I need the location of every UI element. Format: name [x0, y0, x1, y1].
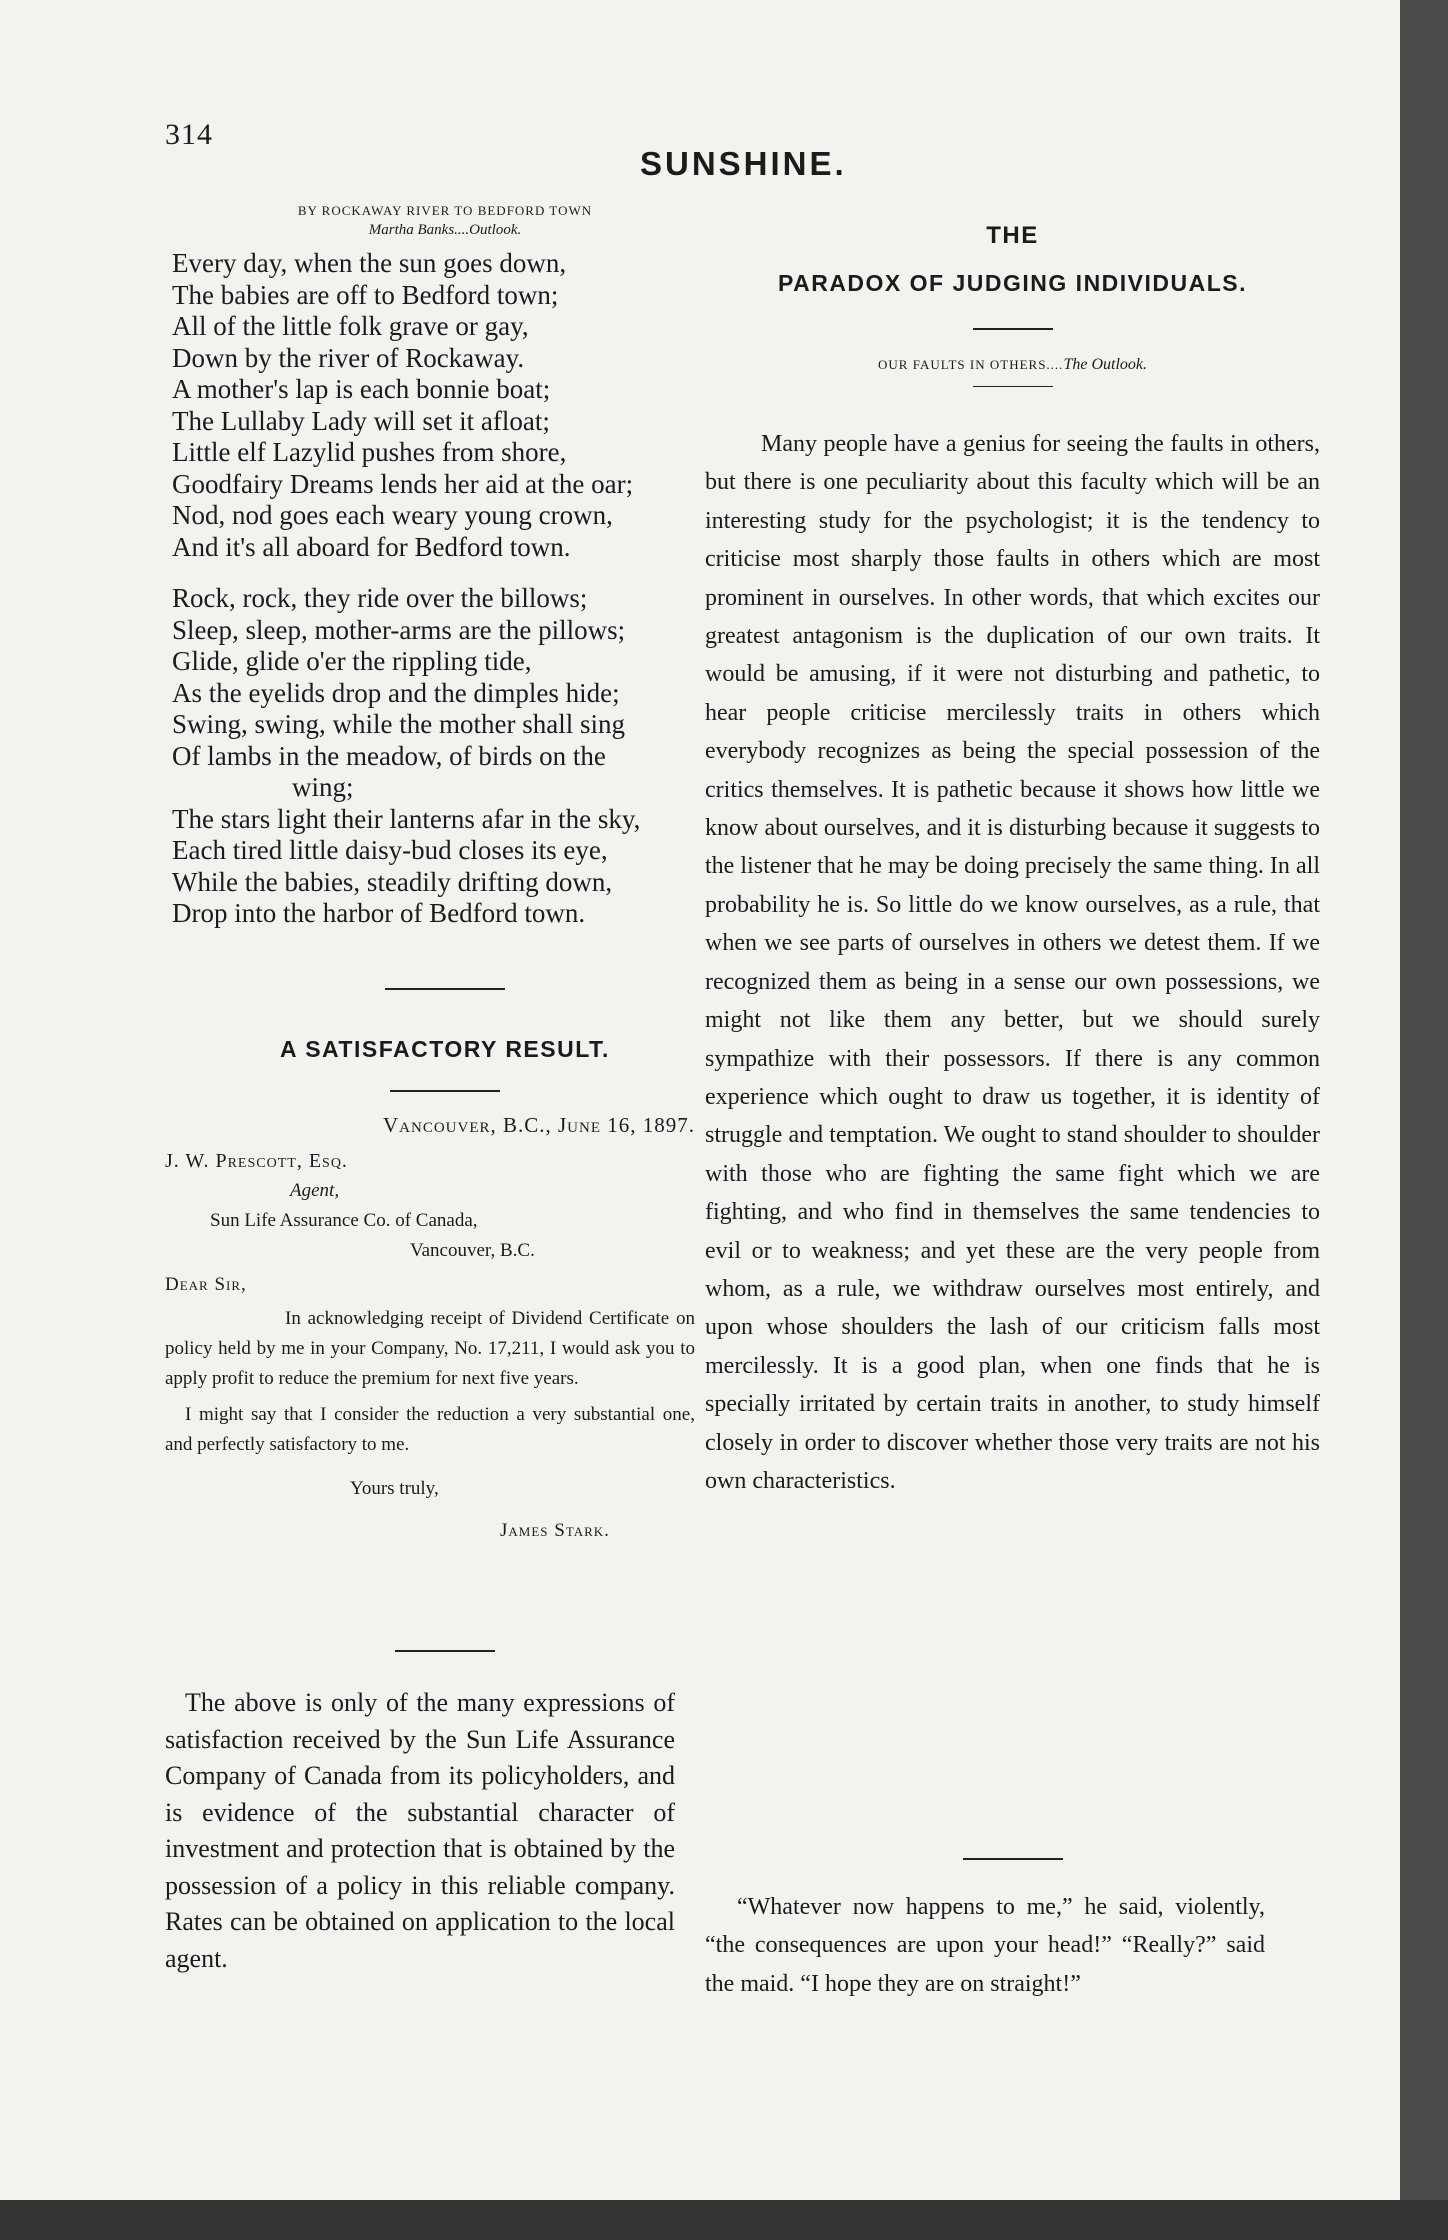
poem-line: As the eyelids drop and the dimples hide;	[172, 677, 620, 708]
letter-paragraph-2: I might say that I consider the reduction a very substantial one, and perfectly satisfactory to me.	[165, 1404, 695, 1455]
article-heading-line1: THE	[986, 222, 1039, 249]
divider	[705, 328, 1320, 330]
page-number: 314	[165, 118, 213, 151]
joke: “Whatever now happens to me,” he said, violently, “the consequences are upon your head!” “Really?” said the maid. “I hope they are on straight!”	[705, 1894, 1265, 1997]
poem-line: Goodfairy Dreams lends her aid at the oar;	[172, 468, 634, 499]
letter-heading: A SATISFACTORY RESULT.	[280, 1036, 610, 1062]
poem-line: Each tired little daisy-bud closes its eye,	[172, 835, 608, 865]
poem-line: Nod, nod goes each weary young crown,	[172, 500, 613, 530]
poem-line: Drop into the harbor of Bedford town.	[172, 898, 586, 928]
divider	[705, 386, 1320, 387]
poem-line: Swing, swing, while the mother shall sing	[172, 709, 625, 739]
letter	[165, 1110, 725, 1546]
poem-line: Glide, glide o'er the rippling tide,	[172, 646, 532, 676]
poem-line: Every day, when the sun goes down,	[172, 248, 567, 278]
poem-line: The babies are off to Bedford town;	[172, 279, 559, 310]
poem-line: All of the little folk grave or gay,	[172, 311, 529, 341]
divider	[165, 988, 725, 990]
article-source-pub: The Outlook.	[1063, 356, 1147, 373]
poem-source-title: BY ROCKAWAY RIVER TO BEDFORD TOWN	[297, 203, 593, 218]
letter-signature: James Stark.	[500, 1520, 610, 1541]
letter-salutation: Dear Sir,	[165, 1274, 247, 1295]
article-body: Many people have a genius for seeing the faults in others, but there is one peculiarity about this faculty which will be an interesting study for the psychologist; it is the tendency to criticise most sharply those faults in others which are most prominent in ourselves. In other words, that which excites our greatest antagonism is the duplication of our own traits. It would be amusing, if it were not disturbing and pathetic, to hear people criticise mercilessly traits in others which everybody recognizes as being the special possession of the critics themselves. It is pathetic because it shows how little we know about ourselves, and it is disturbing because it suggests to the listener that he may be doing precisely the same thing. In all probability he is. So little do we know ourselves, as a rule, that when we see parts of ourselves in others we detest them. If we recognized them as being in a sense our own possessions, we might not like them any better, but we should surely sympathize with their possessors. If there is any common experience which ought to draw us together, it is identity of struggle and temptation. We ought to stand shoulder to shoulder with those who are fighting the same fight which we are fighting, and who find in themselves the same tendencies to evil or to weakness; and yet these are the very people from whom, as a rule, we withdraw ourselves most entirely, and upon whose shoulders the lash of our criticism falls most mercilessly. It is a good plan, when one finds that he is specially irritated by certain traits in another, to study himself closely in order to discover whether those very traits are not his own characteristics.	[705, 431, 1320, 1494]
article-source	[705, 356, 1320, 374]
scan-edge	[1400, 0, 1448, 2240]
poem-source-author: Martha Banks....Outlook.	[368, 222, 522, 238]
poem-line: A mother's lap is each bonnie boat;	[172, 374, 551, 404]
letter-paragraph-1: In acknowledging receipt of Dividend Certificate on policy held by me in your Company, No. 17,211, I would ask you to apply profit to reduce the premium for next five years.	[165, 1308, 695, 1389]
poem-line: And it's all aboard for Bedford town.	[172, 531, 571, 562]
poem	[172, 248, 732, 950]
poem-line: Little elf Lazylid pushes from shore,	[172, 437, 567, 467]
poem-line: Rock, rock, they ride over the billows;	[172, 583, 588, 613]
poem-stanza-1	[172, 248, 732, 563]
divider	[165, 1090, 725, 1092]
poem-line: Sleep, sleep, mother-arms are the pillows;	[172, 614, 626, 645]
left-closing-paragraph: The above is only of the many expressions of satisfaction received by the Sun Life Assurance Company of Canada from its policyholders, and is evidence of the substantial character of investment and protection that is obtained by the possession of a policy in this reliable company. Rates can be obtained on application to the local agent.	[165, 1688, 675, 1973]
divider	[165, 1650, 725, 1652]
letter-dateline: Vancouver, B.C., June 16, 1897.	[382, 1113, 695, 1137]
letter-addressee-title: Agent,	[290, 1180, 340, 1201]
letter-addressee-name: J. W. Prescott, Esq.	[165, 1150, 348, 1172]
poem-line: Of lambs in the meadow, of birds on the	[172, 740, 606, 771]
article-source-label: OUR FAULTS IN OTHERS....	[878, 357, 1064, 372]
running-head: SUNSHINE.	[640, 145, 847, 182]
poem-line: Down by the river of Rockaway.	[172, 342, 525, 373]
poem-source	[165, 202, 725, 240]
scan-edge-bottom	[0, 2200, 1448, 2240]
poem-line: While the babies, steadily drifting down,	[172, 866, 613, 897]
poem-line: wing;	[292, 772, 354, 802]
poem-line: The Lullaby Lady will set it afloat;	[172, 405, 550, 436]
letter-closing: Yours truly,	[350, 1478, 439, 1499]
poem-line: The stars light their lanterns afar in the sky,	[172, 803, 641, 834]
article-heading-line2: PARADOX OF JUDGING INDIVIDUALS.	[777, 270, 1248, 296]
letter-addressee-city: Vancouver, B.C.	[410, 1240, 535, 1261]
letter-addressee-company: Sun Life Assurance Co. of Canada,	[210, 1210, 478, 1231]
poem-stanza-2	[172, 583, 732, 930]
divider	[705, 1858, 1320, 1860]
